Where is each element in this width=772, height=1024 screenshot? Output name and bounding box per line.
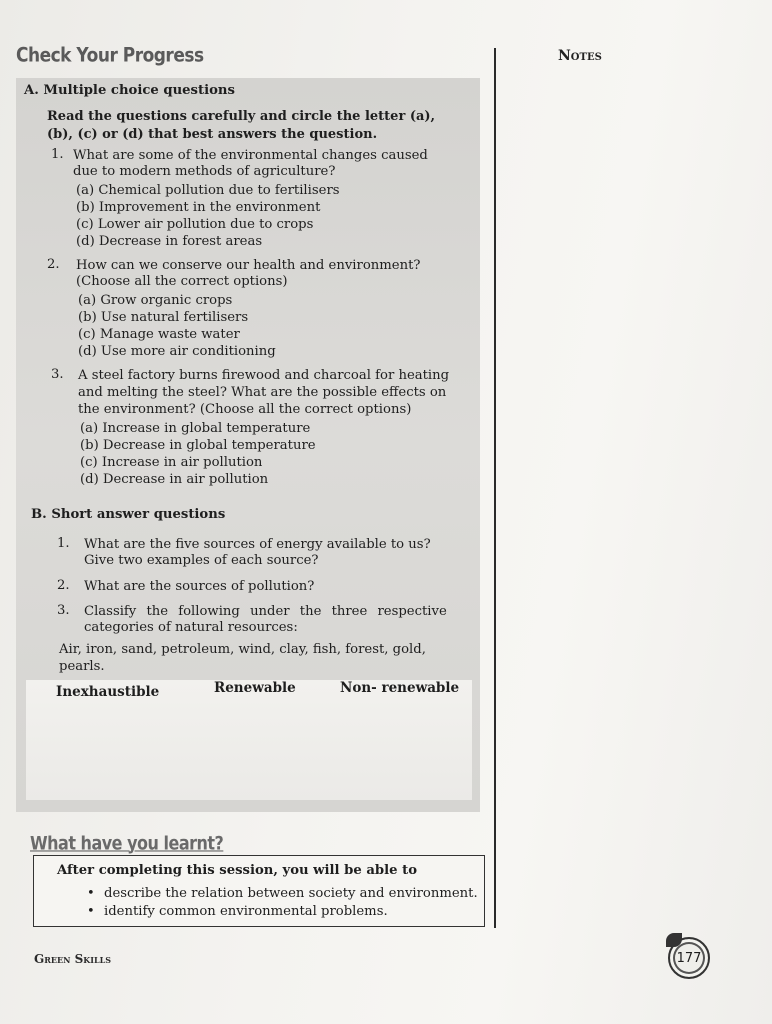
section-b-title: B. Short answer questions xyxy=(31,507,226,522)
learning-item: describe the relation between society and environment. xyxy=(104,886,478,901)
question-text: Give two examples of each source? xyxy=(84,553,319,568)
question-text: What are the sources of pollution? xyxy=(84,579,315,594)
question-number: 1. xyxy=(51,147,64,162)
column-non-renewable: Non- renewable xyxy=(340,680,460,696)
option: (a) Increase in global temperature xyxy=(80,421,311,436)
learning-item: identify common environmental problems. xyxy=(104,904,388,919)
option: (a) Grow organic crops xyxy=(78,293,233,308)
bullet-icon: • xyxy=(87,904,95,919)
column-inexhaustible: Inexhaustible xyxy=(56,684,160,700)
option: (c) Manage waste water xyxy=(78,327,240,342)
column-divider xyxy=(494,48,496,928)
question-number: 3. xyxy=(57,603,70,618)
option: (d) Decrease in air pollution xyxy=(80,472,269,487)
check-progress-heading: Check Your Progress xyxy=(16,44,204,67)
question-text: What are the five sources of energy available to us? xyxy=(84,537,431,552)
option: (b) Improvement in the environment xyxy=(76,200,321,215)
section-a-instruction-2: (b), (c) or (d) that best answers the question. xyxy=(47,127,378,142)
option: (c) Increase in air pollution xyxy=(80,455,263,470)
option: (d) Use more air conditioning xyxy=(78,344,276,359)
question-number: 2. xyxy=(57,578,70,593)
question-number: 2. xyxy=(47,257,60,272)
notes-heading: Notes xyxy=(558,48,602,64)
question-text: What are some of the environmental changes caused xyxy=(73,148,428,163)
resources-list: Air, iron, sand, petroleum, wind, clay, fish, forest, gold, xyxy=(59,642,426,657)
option: (b) Use natural fertilisers xyxy=(78,310,249,325)
question-text: How can we conserve our health and environment? xyxy=(76,258,421,273)
question-number: 1. xyxy=(57,536,70,551)
what-learnt-heading: What have you learnt? xyxy=(30,832,224,854)
option: (a) Chemical pollution due to fertilisers xyxy=(76,183,340,198)
question-text: Classify the following under the three respective xyxy=(84,604,447,619)
book-title: Green Skills xyxy=(34,952,111,966)
section-a-instruction-1: Read the questions carefully and circle the letter (a), xyxy=(47,109,436,124)
bullet-icon: • xyxy=(87,886,95,901)
question-text: categories of natural resources: xyxy=(84,620,298,635)
question-text: and melting the steel? What are the possible effects on xyxy=(78,385,447,400)
learning-intro: After completing this session, you will be able to xyxy=(57,863,417,878)
resources-list: pearls. xyxy=(59,659,105,674)
question-text: (Choose all the correct options) xyxy=(76,274,288,289)
option: (d) Decrease in forest areas xyxy=(76,234,263,249)
question-text: the environment? (Choose all the correct options) xyxy=(78,402,412,417)
question-text: A steel factory burns firewood and charcoal for heating xyxy=(78,368,450,383)
page-number-badge xyxy=(668,937,710,979)
question-text: due to modern methods of agriculture? xyxy=(73,164,336,179)
option: (c) Lower air pollution due to crops xyxy=(76,217,314,232)
page-number: 177 xyxy=(676,951,702,966)
column-renewable: Renewable xyxy=(214,680,296,696)
section-a-title: A. Multiple choice questions xyxy=(24,83,235,98)
question-number: 3. xyxy=(51,367,64,382)
option: (b) Decrease in global temperature xyxy=(80,438,316,453)
